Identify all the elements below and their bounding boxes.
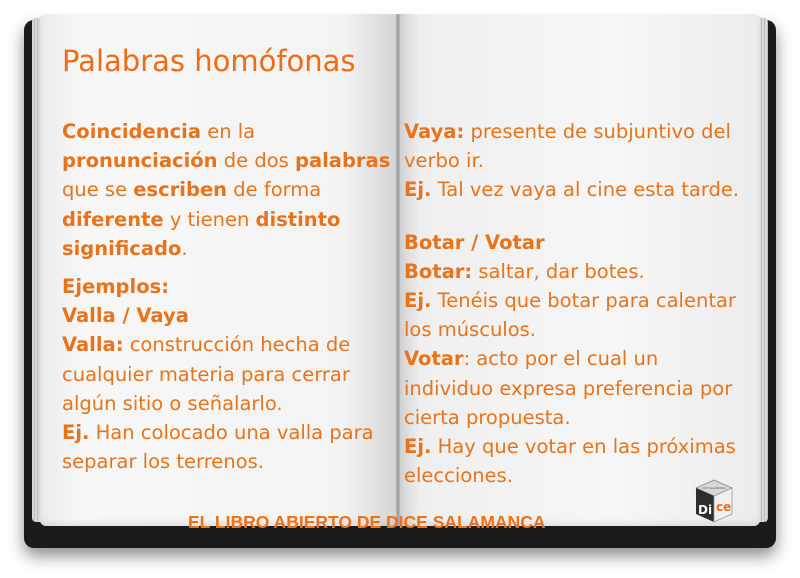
text-segment: Tal vez vaya al cine esta tarde.	[431, 178, 740, 202]
text-line	[62, 146, 392, 175]
pair-heading-botar-votar: Botar / Votar	[404, 230, 545, 254]
text-segment: verbo ir.	[404, 149, 484, 173]
left-column	[62, 117, 392, 476]
bold-term: Vaya:	[404, 120, 465, 143]
bold-term: Ej.	[404, 435, 432, 459]
text-line	[62, 330, 392, 359]
text-segment: saltar, dar botes.	[472, 259, 645, 283]
pair-heading-valla-vaya: Valla / Vaya	[62, 304, 189, 328]
entry-vaya	[404, 117, 758, 205]
bold-term: Ej.	[404, 178, 432, 202]
text-segment: algún sitio o señalarlo.	[62, 391, 283, 415]
bold-term: significado	[62, 236, 182, 260]
text-segment: separar los terrenos.	[62, 450, 264, 474]
bold-term: Botar:	[404, 259, 473, 283]
book-spine	[396, 14, 400, 526]
text-segment: Han colocado una valla para	[89, 421, 374, 445]
text-segment: construcción hecha de	[123, 333, 351, 357]
text-segment: presente de subjuntivo del	[464, 120, 731, 143]
text-line	[404, 257, 758, 286]
text-line	[404, 117, 758, 146]
text-line	[404, 175, 758, 204]
entry-valla	[62, 330, 392, 476]
text-line	[62, 175, 392, 204]
text-line	[62, 234, 392, 263]
bold-term: diferente	[62, 207, 164, 231]
text-segment: Tenéis que botar para calentar	[431, 289, 736, 313]
text-segment: y tienen	[163, 207, 256, 231]
footer-caption: EL LIBRO ABIERTO DE DICE SALAMANCA	[188, 512, 546, 532]
text-segment: en la	[201, 120, 256, 143]
logo-small-text: DICE SALAMANCA	[702, 487, 726, 490]
text-line	[62, 389, 392, 418]
text-segment: los músculos.	[404, 318, 537, 342]
text-line	[404, 146, 758, 175]
bold-term: distinto	[255, 207, 341, 231]
right-column	[404, 117, 758, 490]
page-title: Palabras homófonas	[62, 44, 356, 78]
text-segment: elecciones.	[404, 464, 513, 488]
text-line	[404, 315, 758, 344]
text-segment: de dos	[217, 149, 295, 173]
text-segment: cierta propuesta.	[404, 405, 571, 429]
text-line	[404, 432, 758, 461]
bold-term: pronunciación	[62, 149, 218, 173]
logo-ce-text: ce	[716, 500, 732, 514]
text-segment: individuo expresa preferencia por	[404, 376, 733, 400]
text-line	[62, 117, 392, 146]
entry-botar-votar	[404, 257, 758, 491]
text-segment: cualquier materia para cerrar	[62, 362, 350, 386]
text-segment: que se	[62, 178, 134, 202]
text-line	[62, 418, 392, 447]
bold-term: Ej.	[404, 289, 432, 313]
bold-term: Valla:	[62, 333, 124, 357]
text-line	[404, 403, 758, 432]
logo-di-text: Di	[698, 503, 713, 517]
text-line	[62, 447, 392, 476]
definition-block	[62, 117, 392, 263]
bold-term: escriben	[133, 178, 228, 202]
examples-heading: Ejemplos:	[62, 275, 169, 299]
bold-term: Coincidencia	[62, 120, 201, 143]
text-line	[404, 286, 758, 315]
text-segment: de forma	[227, 178, 322, 202]
bold-term: Ej.	[62, 421, 90, 445]
text-segment: .	[181, 236, 188, 260]
text-line	[404, 344, 758, 373]
bold-term: palabras	[295, 149, 391, 173]
text-line	[62, 360, 392, 389]
text-line	[404, 374, 758, 403]
text-line	[62, 205, 392, 234]
text-segment: Hay que votar en las próximas	[431, 435, 736, 459]
dice-logo	[690, 478, 736, 524]
text-segment: : acto por el cual un	[463, 347, 659, 371]
bold-term: Votar	[404, 347, 464, 371]
